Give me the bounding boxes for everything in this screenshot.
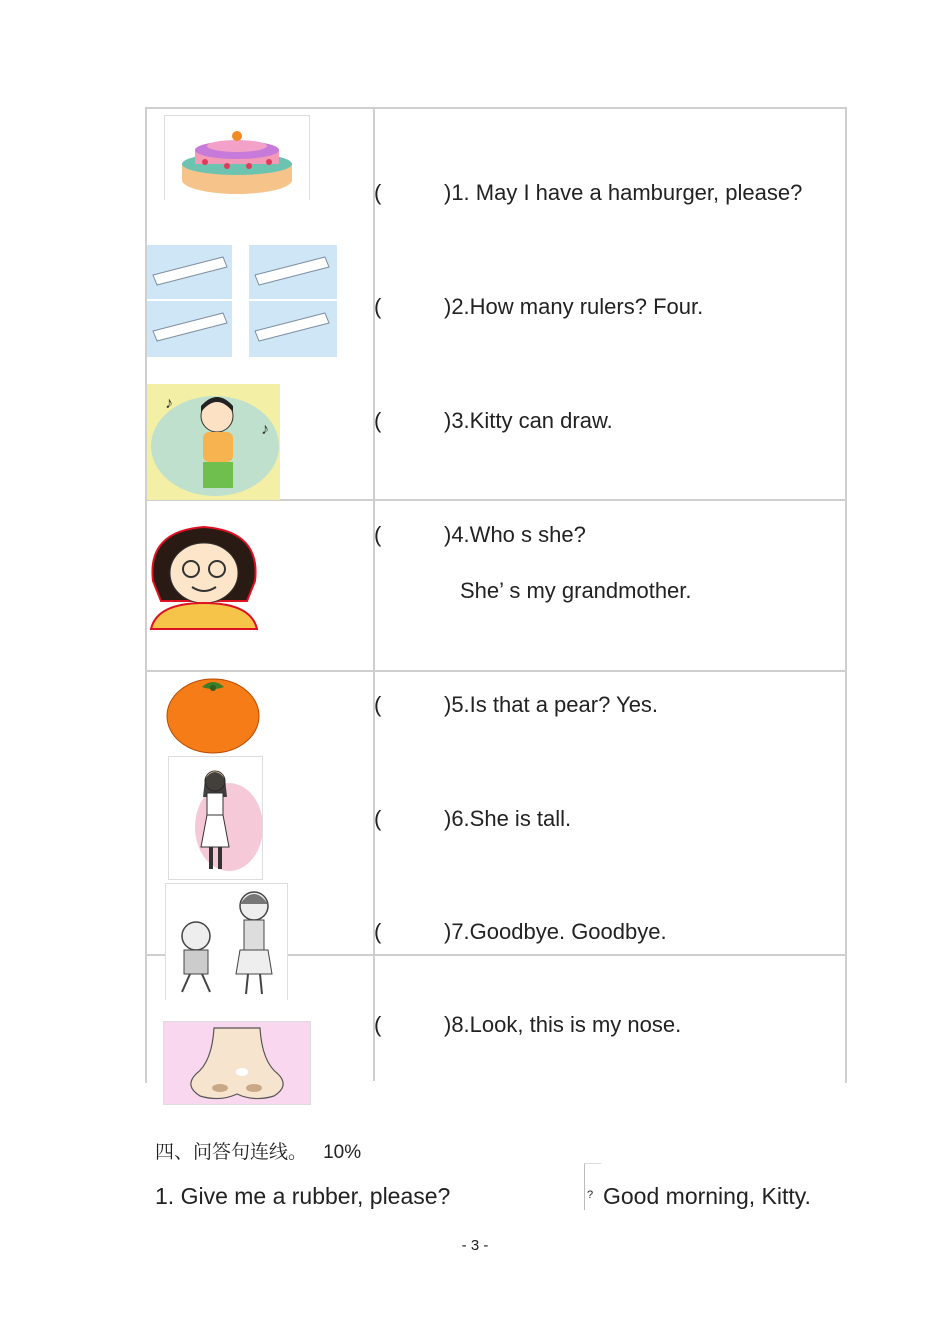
question-2: )2.How many rulers? Four. xyxy=(444,294,704,319)
answer-blank-open: ( xyxy=(374,806,382,831)
svg-text:♪: ♪ xyxy=(261,421,269,438)
grandmother-picture xyxy=(147,521,261,631)
answer-blank-open: ( xyxy=(374,522,382,547)
tall-girl-picture xyxy=(168,756,263,880)
match-marker xyxy=(584,1163,601,1210)
girl-dancing-picture xyxy=(147,384,280,500)
page-number: - 3 - xyxy=(461,1237,489,1254)
answer-blank-open: ( xyxy=(374,919,382,944)
table-row-divider xyxy=(145,670,845,672)
nose-picture xyxy=(163,1021,311,1105)
question-4-answer: She’ s my grandmother. xyxy=(460,578,692,603)
answer-blank-open: ( xyxy=(374,1012,382,1037)
question-7: )7.Goodbye. Goodbye. xyxy=(444,919,667,944)
answer-blank-open: ( xyxy=(374,408,382,433)
match-marker-glyph: ? xyxy=(587,1189,594,1201)
svg-text:♪: ♪ xyxy=(165,395,173,412)
question-8: )8.Look, this is my nose. xyxy=(444,1012,682,1037)
question-5: )5.Is that a pear? Yes. xyxy=(444,692,659,717)
cake-picture xyxy=(164,115,310,200)
answer-blank-open: ( xyxy=(374,180,382,205)
rulers-picture xyxy=(147,245,337,357)
section-4-heading xyxy=(155,1137,361,1164)
answer-blank-open: ( xyxy=(374,294,382,319)
question-6: )6.She is tall. xyxy=(444,806,572,831)
match-question-1: 1. Give me a rubber, please? xyxy=(155,1183,451,1209)
match-answer-1: Good morning, Kitty. xyxy=(603,1183,811,1209)
question-1: )1. May I have a hamburger, please? xyxy=(444,180,803,205)
question-3: )3.Kitty can draw. xyxy=(444,408,613,433)
orange-picture xyxy=(164,675,262,755)
two-people-picture xyxy=(165,883,288,1000)
section-4-title: 四、问答句连线。 xyxy=(155,1141,308,1163)
question-4: )4.Who s she? xyxy=(444,522,586,547)
answer-blank-open: ( xyxy=(374,692,382,717)
section-4-score: 10% xyxy=(323,1142,362,1163)
